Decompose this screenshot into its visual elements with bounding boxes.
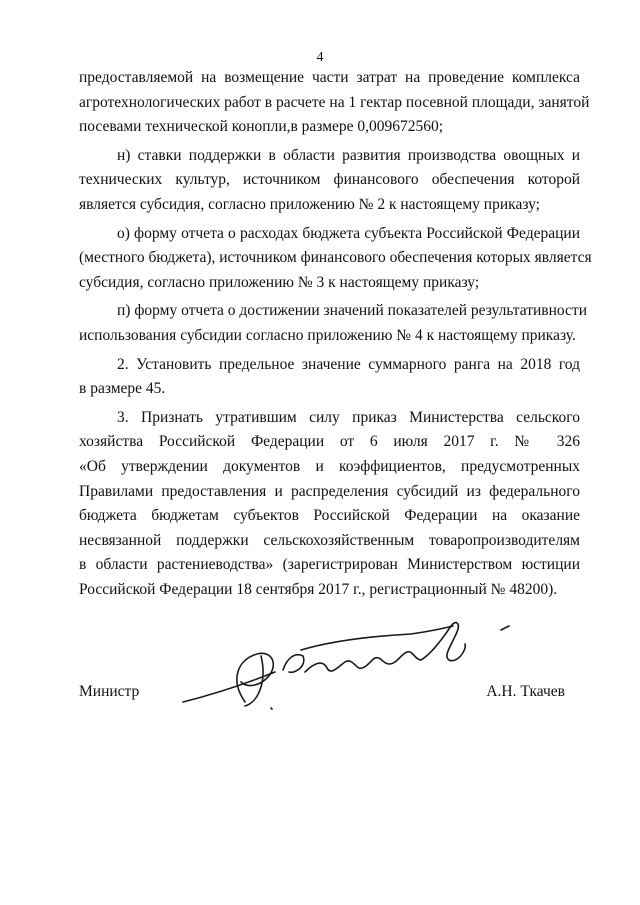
text-line: 3. Признать утратившим силу приказ Министерства сельского xyxy=(117,408,580,426)
text-line: (местного бюджета), источником финансового обеспечения которых является xyxy=(79,249,592,267)
signature-block xyxy=(79,675,580,705)
text-line: Российской Федерации 18 сентября 2017 г., регистрационный № 48200). xyxy=(79,580,558,598)
signer-title: Министр xyxy=(79,683,140,700)
text-line: Правилами предоставления и распределения субсидий из федерального xyxy=(79,482,580,500)
document-body xyxy=(79,66,592,602)
text-line: о) форму отчета о расходах бюджета субъекта Российской Федерации xyxy=(117,224,580,242)
signer-name: А.Н. Ткачев xyxy=(486,683,565,700)
text-line: хозяйства Российской Федерации от 6 июля 2017 г. № 326 xyxy=(79,433,580,451)
text-line: в области растениеводства» (зарегистрирован Министерством юстиции xyxy=(79,556,580,574)
text-line: субсидия, согласно приложению № 3 к настоящему приказу; xyxy=(79,273,480,291)
text-line: н) ставки поддержки в области развития производства овощных и xyxy=(117,146,580,164)
text-line: является субсидия, согласно приложению № 2 к настоящему приказу; xyxy=(79,195,540,213)
text-line: агротехнологических работ в расчете на 1 гектар посевной площади, занятой xyxy=(79,93,590,111)
text-line: предоставляемой на возмещение части затрат на проведение комплекса xyxy=(79,69,580,86)
text-line: несвязанной поддержки сельскохозяйственным товаропроизводителям xyxy=(79,531,580,549)
page-number: 4 xyxy=(316,50,324,65)
text-line: «Об утверждении документов и коэффициентов, предусмотренных xyxy=(79,457,580,475)
text-line: бюджета бюджетам субъектов Российской Федерации на оказание xyxy=(79,507,580,525)
text-line: использования субсидии согласно приложению № 4 к настоящему приказу. xyxy=(79,326,576,344)
text-line: технических культур, источником финансового обеспечения которой xyxy=(79,171,580,189)
text-line: п) форму отчета о достижении значений показателей результативности xyxy=(117,302,588,320)
text-line: в размере 45. xyxy=(79,380,166,398)
text-line: 2. Установить предельное значение суммарного ранга на 2018 год xyxy=(117,355,580,373)
text-line: посевами технической конопли,в размере 0,009672560; xyxy=(79,118,444,136)
